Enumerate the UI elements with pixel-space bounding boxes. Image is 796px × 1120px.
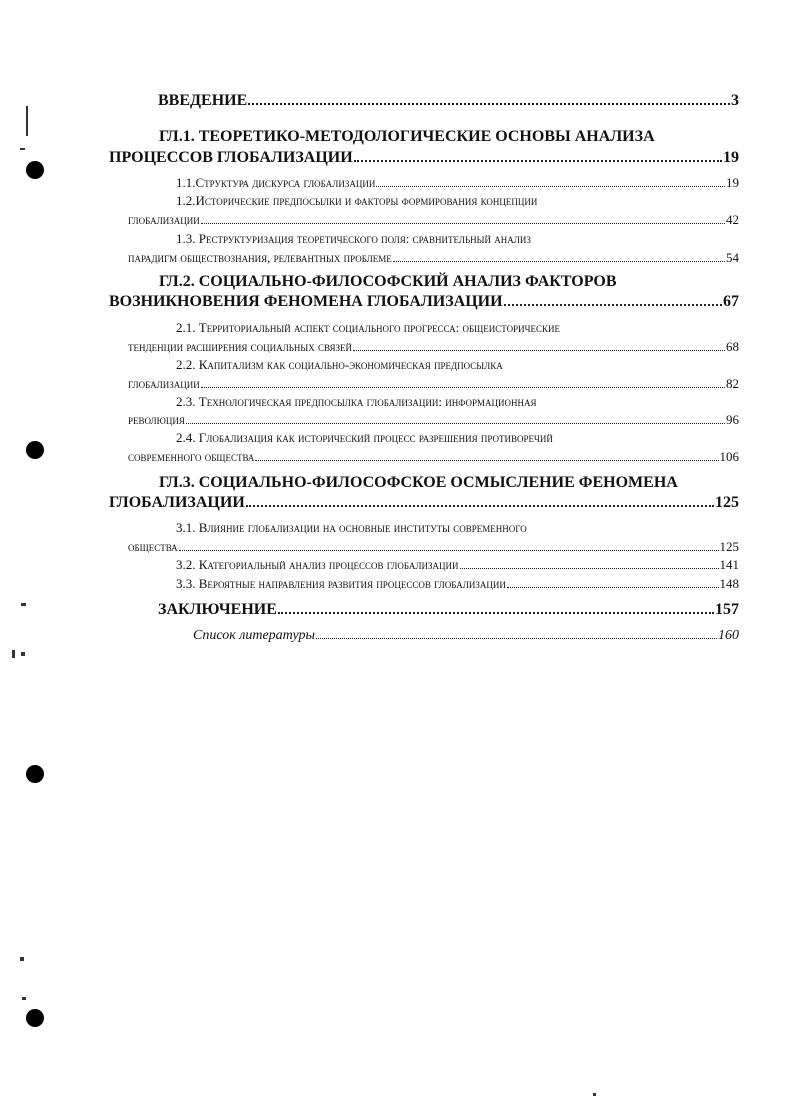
section-1-2-title-line-1: 1.2.Исторические предпосылки и факторы формирования концепции <box>176 193 538 208</box>
toc-entry-2-2 <box>0 376 796 392</box>
page-number: 125 <box>715 494 739 511</box>
dot-leader <box>376 186 725 187</box>
entry-title: тенденции расширения социальных связей <box>128 339 353 354</box>
scan-speck <box>26 106 28 136</box>
dot-leader <box>504 304 722 306</box>
toc-entry-1-3 <box>0 250 796 266</box>
dot-leader <box>460 568 719 569</box>
entry-title: 3.3. Вероятные направления развития процессов глобализации <box>176 576 506 591</box>
dot-leader <box>393 261 725 262</box>
page-number: 96 <box>726 412 739 427</box>
chapter-2-title-line-1: ГЛ.2. СОЦИАЛЬНО-ФИЛОСОФСКИЙ АНАЛИЗ ФАКТОРОВ <box>159 273 617 290</box>
dot-leader <box>354 160 722 162</box>
toc-entry-chapter-2 <box>0 293 796 311</box>
page-number: 106 <box>719 449 739 464</box>
entry-title: 3.2. Категориальный анализ процессов глобализации <box>176 557 459 572</box>
page-number: 125 <box>719 539 739 554</box>
page-number: 141 <box>719 557 739 572</box>
page-number: 67 <box>723 293 739 310</box>
entry-title: ЗАКЛЮЧЕНИЕ <box>158 601 277 618</box>
toc-entry-1-2 <box>0 212 796 228</box>
scan-speck <box>20 957 24 961</box>
toc-entry-chapter-3 <box>0 494 796 512</box>
punch-hole-2 <box>26 441 44 459</box>
section-2-3-title-line-1: 2.3. Технологическая предпосылка глобализации: информационная <box>176 394 537 409</box>
entry-title: общества <box>128 539 178 554</box>
dot-leader <box>186 423 725 424</box>
dot-leader <box>353 350 725 351</box>
toc-entry-2-4 <box>0 449 796 465</box>
toc-entry-conclusion <box>0 601 796 619</box>
toc-entry-chapter-1 <box>0 149 796 167</box>
page-number: 3 <box>731 92 739 109</box>
entry-title: ВОЗНИКНОВЕНИЯ ФЕНОМЕНА ГЛОБАЛИЗАЦИИ <box>109 293 503 310</box>
page-number: 148 <box>719 576 739 591</box>
entry-title: Список литературы <box>193 628 315 643</box>
section-3-1-title-line-1: 3.1. Влияние глобализации на основные институты современного <box>176 520 527 535</box>
dot-leader <box>246 505 714 507</box>
scan-speck <box>22 997 26 1000</box>
dot-leader <box>248 103 730 105</box>
entry-title: парадигм обществознания, релевантных проблеме <box>128 250 392 265</box>
toc-entry-intro <box>0 92 796 110</box>
dot-leader <box>507 587 719 588</box>
toc-entry-bibliography <box>0 628 796 644</box>
toc-entry-3-1 <box>0 539 796 555</box>
entry-title: ВВЕДЕНИЕ <box>158 92 248 109</box>
dot-leader <box>316 638 717 639</box>
chapter-1-title-line-1: ГЛ.1. ТЕОРЕТИКО-МЕТОДОЛОГИЧЕСКИЕ ОСНОВЫ АНАЛИЗА <box>159 128 655 145</box>
toc-entry-2-1 <box>0 339 796 355</box>
section-1-3-title-line-1: 1.3. Реструктуризация теоретического поля: сравнительный анализ <box>176 231 531 246</box>
toc-entry-1-1 <box>0 175 796 191</box>
dot-leader <box>255 460 718 461</box>
section-2-1-title-line-1: 2.1. Территориальный аспект социального прогресса: общеисторические <box>176 320 560 335</box>
toc-entry-2-3 <box>0 412 796 428</box>
section-2-4-title-line-1: 2.4. Глобализация как исторический процесс разрешения противоречий <box>176 430 553 445</box>
page-number: 157 <box>715 601 739 618</box>
page-number: 19 <box>723 149 739 166</box>
page-number: 54 <box>726 250 739 265</box>
scan-speck <box>21 603 26 606</box>
entry-title: революция <box>128 412 185 427</box>
entry-title: современного общества <box>128 449 255 464</box>
chapter-3-title-line-1: ГЛ.3. СОЦИАЛЬНО-ФИЛОСОФСКОЕ ОСМЫСЛЕНИЕ ФЕНОМЕНА <box>159 474 678 491</box>
page-number: 68 <box>726 339 739 354</box>
entry-title: ГЛОБАЛИЗАЦИИ <box>109 494 245 511</box>
punch-hole-1 <box>26 161 44 179</box>
dot-leader <box>201 387 725 388</box>
scan-speck <box>20 148 25 150</box>
toc-entry-3-3 <box>0 576 796 592</box>
entry-title: ПРОЦЕССОВ ГЛОБАЛИЗАЦИИ <box>109 149 353 166</box>
toc-entry-3-2 <box>0 557 796 573</box>
page-number: 82 <box>726 376 739 391</box>
page-number: 160 <box>718 628 739 643</box>
dot-leader <box>179 550 719 551</box>
punch-hole-3 <box>26 765 44 783</box>
dot-leader <box>201 223 725 224</box>
entry-title: глобализации <box>128 212 200 227</box>
dot-leader <box>278 612 714 614</box>
scan-speck <box>21 652 25 656</box>
entry-title: глобализации <box>128 376 200 391</box>
section-2-2-title-line-1: 2.2. Капитализм как социально-экономическая предпосылка <box>176 357 503 372</box>
page-number: 19 <box>726 175 739 190</box>
scan-speck <box>12 650 15 658</box>
entry-title: 1.1.Структура дискурса глобализации <box>176 175 376 190</box>
page-number: 42 <box>726 212 739 227</box>
scan-speck <box>593 1093 596 1096</box>
punch-hole-4 <box>26 1009 44 1027</box>
